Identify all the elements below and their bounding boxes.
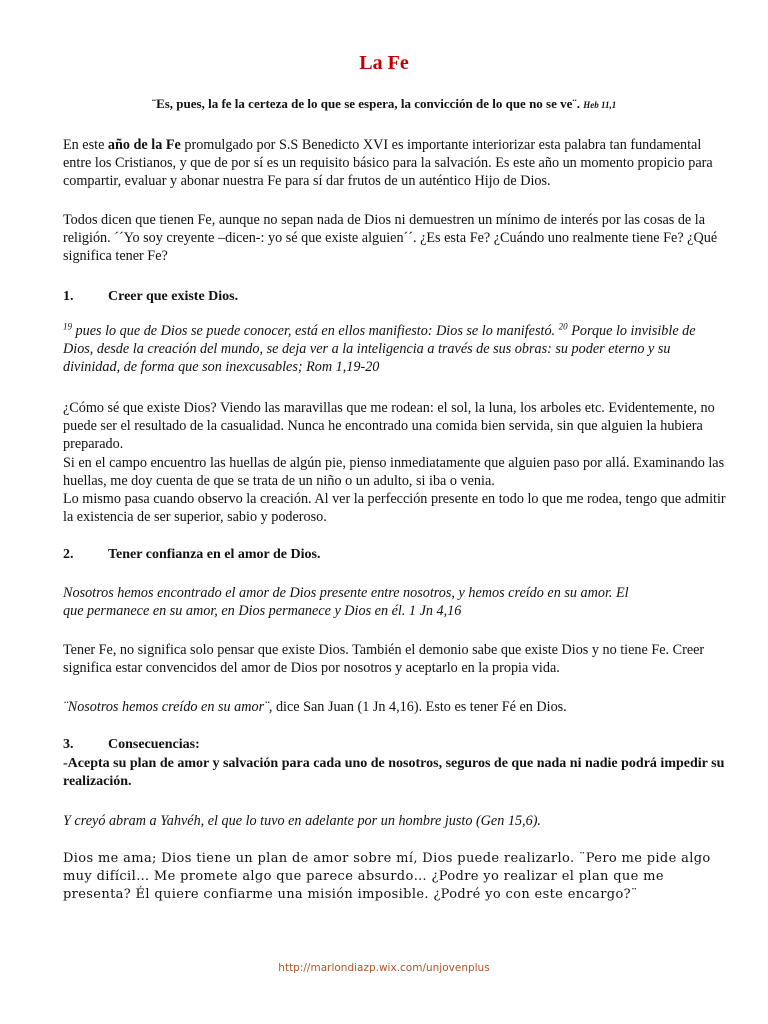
section2-paragraph-2: ¨Nosotros hemos creído en su amor¨, dice San Juan (1 Jn 4,16). Esto es tener Fé en Dios. <box>63 699 567 715</box>
year-of-faith-emphasis: año de la Fe <box>107 137 181 153</box>
footer-url[interactable]: http://marlondiazp.wix.com/unjovenplus <box>278 962 490 974</box>
intro-paragraph-2: Todos dicen que tienen Fe, aunque no sepan nada de Dios ni demuestren un mínimo de interés por las cosas de la religión. ´´Yo soy creyente –dicen-: yo sé que existe alguien´´. ¿Es esta Fe? ¿Cuándo uno realmente tiene Fe? ¿Qué significa tener Fe? <box>63 212 718 264</box>
section1-paragraph-3: Lo mismo pasa cuando observo la creación. Al ver la perfección presente en todo lo que me rodea, tengo que admitir la existencia de ser superior, sabio y poderoso. <box>63 491 726 525</box>
section-number: 2. <box>63 547 74 562</box>
section3-subheading: -Acepta su plan de amor y salvación para cada uno de nosotros, seguros de que nada ni nadie podrá impedir su realización. <box>63 756 725 789</box>
scripture-quote-1jn: Nosotros hemos encontrado el amor de Dios presente entre nosotros, y hemos creído en su amor. El que permanece en su amor, en Dios permanece y Dios en él. 1 Jn 4,16 <box>63 585 629 619</box>
quote-inline: ¨Nosotros hemos creído en su amor¨ <box>63 699 269 715</box>
intro-paragraph-1: En este año de la Fe promulgado por S.S Benedicto XVI es importante interiorizar esta palabra tan fundamental entre los Cristianos, y que de por sí es un requisito básico para la salvación. Es este año un momento propicio para compartir, evaluar y abonar nuestra Fe para sí dar frutos de un auténtico Hijo de Dios. <box>63 137 713 189</box>
epigraph-text: ¨Es, pues, la fe la certeza de lo que se espera, la convicción de lo que no se ve¨. <box>151 96 580 111</box>
section-heading-2 <box>63 547 320 563</box>
section-title: Tener confianza en el amor de Dios. <box>108 547 321 562</box>
epigraph-reference: Heb 11,1 <box>583 100 617 110</box>
section3-paragraph-1: Dios me ama; Dios tiene un plan de amor sobre mí, Dios puede realizarlo. ¨Pero me pide algo muy difícil… Me promete algo que parece absurdo… ¿Podre yo realizar el plan que me presenta? Él quiere confiarme una misión imposible. ¿Podré yo con este encargo?¨ <box>63 851 711 902</box>
epigraph <box>0 96 768 112</box>
scripture-quote-romans: $^{19}$ pues lo que de Dios se puede conocer, está en ellos manifiesto: Dios se lo manifestó. $^{20}$ Porque lo invisible de Dios, desde la creación del mundo, se deja ver a la inteligencia a través de sus obras: su poder eterno y su divinidad, de forma que son inexcusables; Rom 1,19-20 <box>63 321 696 375</box>
scripture-quote-genesis: Y creyó abram a Yahvéh, el que lo tuvo en adelante por un hombre justo (Gen 15,6). <box>63 813 541 829</box>
verse-number: 19 <box>63 321 72 332</box>
section1-paragraph-2: Si en el campo encuentro las huellas de algún pie, pienso inmediatamente que alguien paso por allá. Examinando las huellas, me doy cuenta de que se trata de un niño o un adulto, si iba o venia. <box>63 455 725 489</box>
section-heading-3 <box>63 737 200 753</box>
section-number: 3. <box>63 737 74 752</box>
section-title: Creer que existe Dios. <box>108 289 239 304</box>
page-title: La Fe <box>359 52 409 74</box>
section1-paragraph-1: ¿Cómo sé que existe Dios? Viendo las maravillas que me rodean: el sol, la luna, los arboles etc. Evidentemente, no puede ser el resultado de la casualidad. Nunca he encontrado una comida bien servida, sin que alguien la hubiera preparado. <box>63 400 715 452</box>
verse-number: 20 <box>558 321 568 332</box>
section-number: 1. <box>63 289 74 304</box>
section2-paragraph-1: Tener Fe, no significa solo pensar que existe Dios. También el demonio sabe que existe Dios y no tiene Fe. Creer significa estar convencidos del amor de Dios por nosotros y aceptarlo en la propia vida. <box>63 642 705 676</box>
section-title: Consecuencias: <box>108 737 200 752</box>
section-heading-1 <box>63 289 238 305</box>
